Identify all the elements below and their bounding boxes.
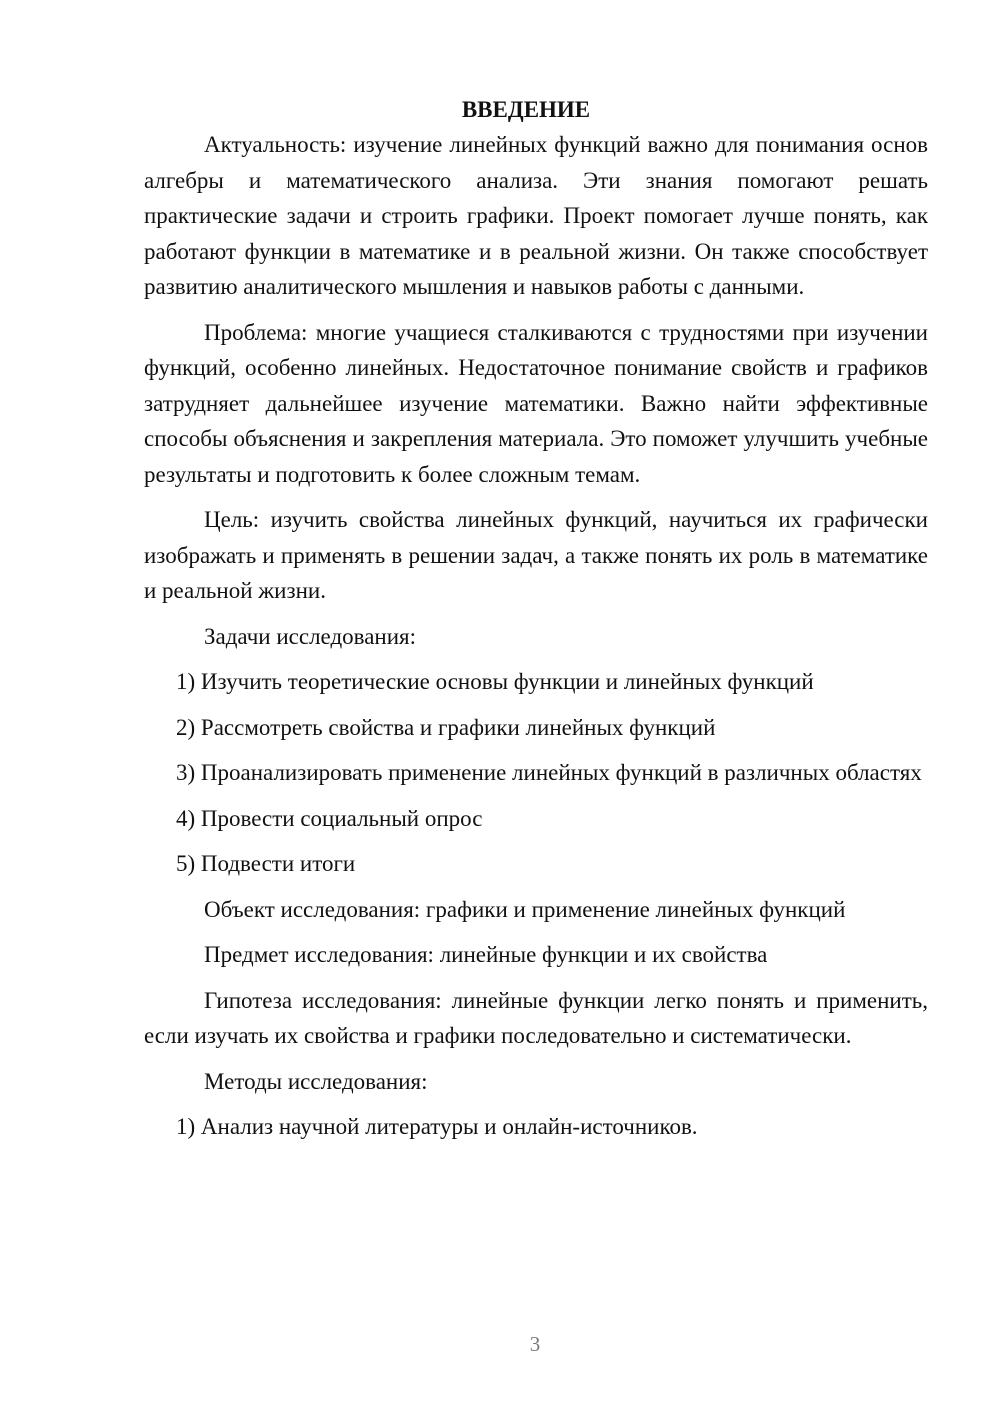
methods-heading: Методы исследования: — [204, 1068, 428, 1094]
section-title: ВВЕДЕНИЕ — [461, 97, 591, 122]
problem-paragraph: Проблема: многие учащиеся сталкиваются с трудностями при изучении функций, особенно линейных. Недостаточное понимание свойств и графиков затрудняет дальнейшее изучение математики. Важно найти эффективные способы объяснения и закрепления материала. Это поможет улучшить учебные результаты и подготовить к более сложным темам. — [144, 319, 928, 487]
task-item: 4) Провести социальный опрос — [176, 805, 483, 831]
tasks-heading: Задачи исследования: — [204, 623, 417, 649]
goal-paragraph: Цель: изучить свойства линейных функций, научиться их графически изображать и применять в решении задач, а также понять их роль в математике и реальной жизни. — [144, 507, 928, 603]
hypothesis-paragraph: Гипотеза исследования: линейные функции легко понять и применить, если изучать их свойства и графики последовательно и систематически. — [144, 987, 928, 1048]
task-item: 3) Проанализировать применение линейных функций в различных областях — [176, 760, 922, 785]
object-line: Объект исследования: графики и применение линейных функций — [204, 896, 846, 922]
document-page — [144, 92, 928, 1155]
relevance-paragraph: Актуальность: изучение линейных функций важно для понимания основ алгебры и математического анализа. Эти знания помогают решать практические задачи и строить графики. Проект помогает лучше понять, как работают функции в математике и в реальной жизни. Он также способствует развитию аналитического мышления и навыков работы с данными. — [144, 132, 928, 299]
subject-line: Предмет исследования: линейные функции и их свойства — [204, 942, 768, 967]
task-item: 5) Подвести итоги — [176, 851, 356, 876]
method-item: 1) Анализ научной литературы и онлайн-источников. — [176, 1114, 698, 1139]
task-item: 1) Изучить теоретические основы функции и линейных функций — [176, 669, 814, 694]
page-number: 3 — [529, 1332, 541, 1356]
task-item: 2) Рассмотреть свойства и графики линейных функций — [176, 714, 716, 740]
